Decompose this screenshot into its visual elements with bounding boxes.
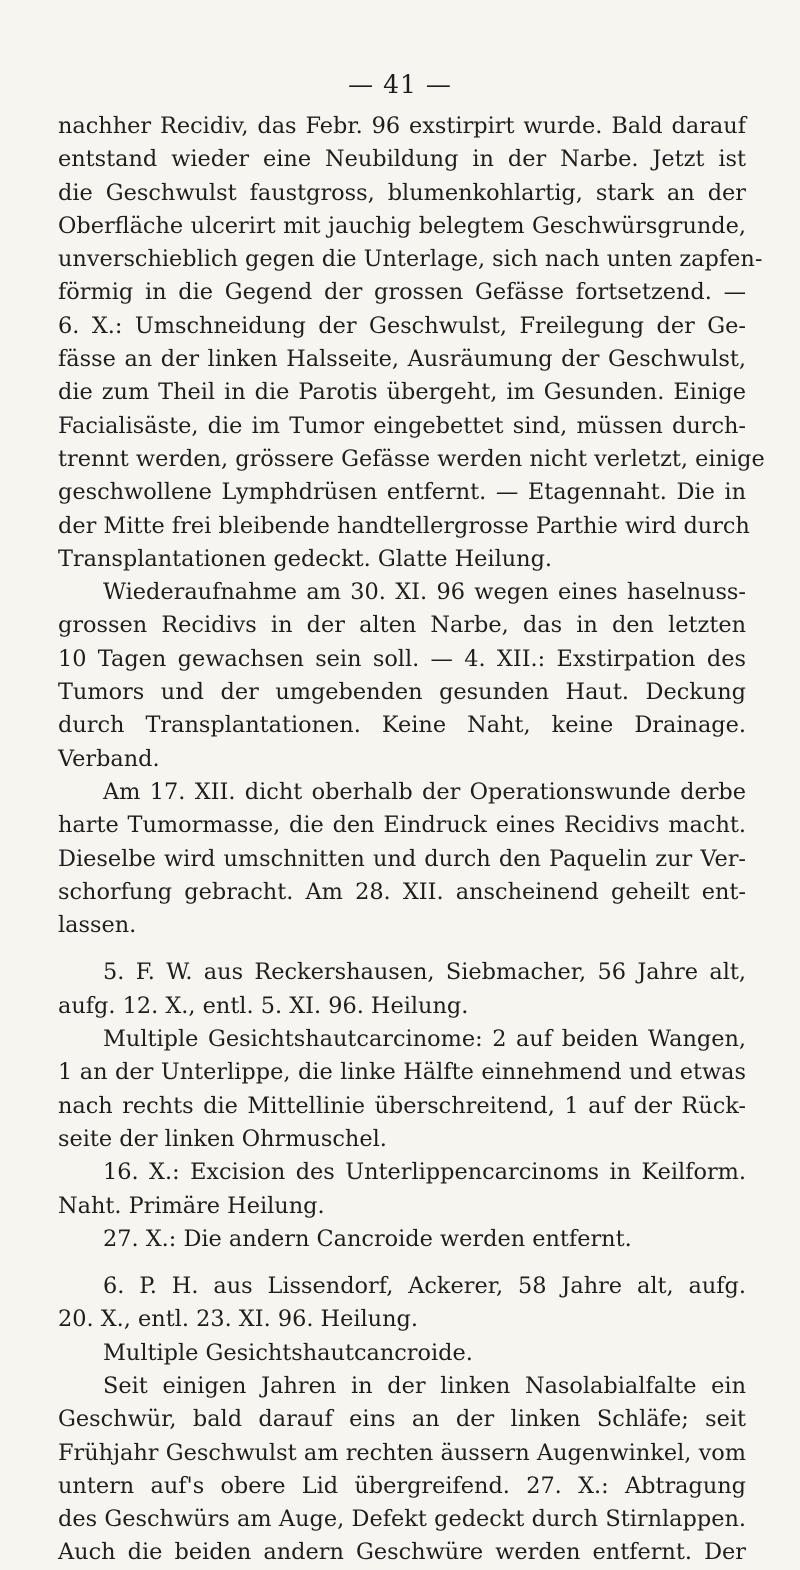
text-line: 5. F. W. aus Reckershausen, Siebmacher, 56 Jahre alt,	[103, 959, 746, 986]
paragraph-gap	[58, 942, 746, 956]
text-line: des Geschwürs am Auge, Defekt gedeckt durch Stirnlappen.	[58, 1506, 746, 1533]
text-line: unverschieblich gegen die Unterlage, sich nach unten zapfen-	[58, 246, 763, 273]
text-line: Naht. Primäre Heilung.	[58, 1192, 325, 1219]
text-line: Oberfläche ulcerirt mit jauchig belegtem Geschwürsgrunde,	[58, 212, 746, 239]
text-line: Wiederaufnahme am 30. XI. 96 wegen eines haselnuss-	[103, 579, 746, 606]
text-line: Verband.	[58, 745, 160, 772]
text-line: nachher Recidiv, das Febr. 96 exstirpirt wurde. Bald darauf	[58, 113, 746, 139]
text-line: der Mitte frei bleibende handtellergrosse Parthie wird durch	[58, 512, 750, 539]
text-line: Dieselbe wird umschnitten und durch den Paquelin zur Ver-	[58, 845, 746, 872]
text-line: 27. X.: Die andern Cancroide werden entfernt.	[103, 1225, 632, 1252]
text-line: Am 17. XII. dicht oberhalb der Operationswunde derbe	[103, 778, 746, 805]
text-line: fässe an der linken Halsseite, Ausräumung der Geschwulst,	[58, 346, 746, 373]
text-line: untern auf's obere Lid übergreifend. 27. X.: Abtragung	[58, 1472, 746, 1499]
text-line: Seit einigen Jahren in der linken Nasolabialfalte ein	[103, 1372, 746, 1399]
text-line: Multiple Gesichtshautcarcinome: 2 auf beiden Wangen,	[103, 1026, 746, 1053]
text-line: die zum Theil in die Parotis übergeht, im Gesunden. Einige	[58, 379, 746, 406]
text-line: trennt werden, grössere Gefässe werden nicht verletzt, einige	[58, 445, 765, 472]
text-line: Tumors und der umgebenden gesunden Haut. Deckung	[58, 679, 746, 706]
text-line: harte Tumormasse, die den Eindruck eines Recidivs macht.	[58, 812, 746, 839]
text-line: 6. P. H. aus Lissendorf, Ackerer, 58 Jahre alt, aufg.	[103, 1273, 746, 1300]
paragraph-gap	[58, 1256, 746, 1270]
text-line: Multiple Gesichtshautcancroide.	[103, 1339, 473, 1366]
text-line: grossen Recidivs in der alten Narbe, das in den letzten	[58, 612, 746, 639]
text-line: Facialisäste, die im Tumor eingebettet sind, müssen durch-	[58, 412, 746, 439]
body-text	[58, 110, 765, 1570]
text-line: förmig in die Gegend der grossen Gefässe fortsetzend. —	[58, 279, 746, 306]
text-line: 16. X.: Excision des Unterlippencarcinoms in Keilform.	[103, 1159, 746, 1186]
text-line: die Geschwulst faustgross, blumenkohlartig, stark an der	[58, 179, 746, 206]
text-line: durch Transplantationen. Keine Naht, keine Drainage.	[58, 712, 746, 739]
text-line: entstand wieder eine Neubildung in der Narbe. Jetzt ist	[58, 146, 746, 173]
text-line: aufg. 12. X., entl. 5. XI. 96. Heilung.	[58, 992, 469, 1019]
text-line: nach rechts die Mittellinie überschreitend, 1 auf der Rück-	[58, 1092, 746, 1119]
text-line: lassen.	[58, 912, 137, 939]
text-line: Frühjahr Geschwulst am rechten äussern Augenwinkel, vom	[58, 1439, 746, 1466]
text-line: Transplantationen gedeckt. Glatte Heilung.	[58, 545, 553, 572]
text-line: 1 an der Unterlippe, die linke Hälfte einnehmend und etwas	[58, 1059, 746, 1086]
text-line: 10 Tagen gewachsen sein soll. — 4. XII.: Exstirpation des	[58, 645, 746, 672]
page-number: — 41 —	[348, 70, 452, 99]
text-line: Geschwür, bald darauf eins an der linken Schläfe; seit	[58, 1406, 746, 1433]
text-line: geschwollene Lymphdrüsen entfernt. — Etagennaht. Die in	[58, 479, 746, 506]
text-line: 6. X.: Umschneidung der Geschwulst, Freilegung der Ge-	[58, 312, 746, 339]
text-line: schorfung gebracht. Am 28. XII. anscheinend geheilt ent-	[58, 878, 746, 905]
text-line: Auch die beiden andern Geschwüre werden entfernt. Der	[58, 1539, 746, 1566]
text-line: seite der linken Ohrmuschel.	[58, 1125, 387, 1152]
text-line: 20. X., entl. 23. XI. 96. Heilung.	[58, 1306, 418, 1333]
